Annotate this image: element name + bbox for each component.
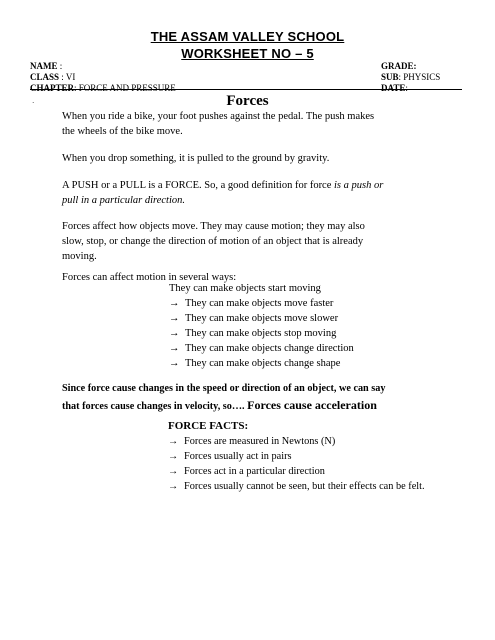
- effect-item: [169, 298, 333, 309]
- para3-line2-italic: pull in a particular direction.: [62, 195, 185, 206]
- fact-text: Forces usually act in pairs: [184, 451, 292, 462]
- effect-text: They can make objects stop moving: [185, 328, 337, 339]
- effect-item: [169, 328, 336, 339]
- subject-field: [381, 72, 440, 82]
- arrow-right-icon: →: [168, 466, 179, 477]
- arrow-right-icon: →: [168, 436, 179, 447]
- class-label: CLASS: [30, 72, 60, 82]
- worksheet-title: WORKSHEET NO – 5: [181, 46, 314, 61]
- subject-label: SUB: [381, 72, 399, 82]
- name-label: NAME: [30, 61, 58, 71]
- para3-line1: [62, 178, 383, 193]
- fact-text: Forces usually cannot be seen, but their effects can be felt.: [184, 481, 425, 492]
- para4-line3: moving.: [62, 251, 97, 262]
- name-field: [30, 61, 62, 71]
- date-label: DATE: [381, 83, 406, 93]
- class-field: [30, 72, 75, 82]
- chapter-field: [30, 83, 176, 93]
- summary-conclusion: Forces cause acceleration: [247, 398, 377, 412]
- school-name: THE ASSAM VALLEY SCHOOL: [150, 29, 345, 44]
- arrow-right-icon: →: [169, 328, 180, 339]
- stray-dot: ·: [32, 99, 35, 107]
- fact-item: [168, 466, 325, 477]
- page-title: Forces: [226, 93, 269, 109]
- fact-item: [168, 481, 425, 492]
- fact-text: Forces are measured in Newtons (N): [184, 436, 336, 447]
- arrow-right-icon: →: [169, 298, 180, 309]
- chapter-value: : FORCE AND PRESSURE: [74, 83, 176, 93]
- date-separator: :: [405, 83, 408, 93]
- class-value: : VI: [59, 72, 76, 82]
- grade-label: GRADE:: [381, 61, 417, 71]
- force-facts-title: FORCE FACTS:: [168, 420, 249, 432]
- fact-item: [168, 451, 292, 462]
- header-divider: [30, 89, 462, 90]
- grade-field: [381, 61, 417, 71]
- effect-item: [169, 343, 354, 354]
- para3-line1-plain: A PUSH or a PULL is a FORCE. So, a good definition for force: [62, 180, 335, 191]
- arrow-right-icon: →: [169, 358, 180, 369]
- effect-text: They can make objects move slower: [185, 313, 339, 324]
- name-separator: :: [57, 61, 63, 71]
- chapter-label: CHAPTER: [30, 83, 75, 93]
- fact-text: Forces act in a particular direction: [184, 466, 325, 477]
- date-field: [381, 83, 408, 93]
- para2: When you drop something, it is pulled to the ground by gravity.: [62, 153, 330, 164]
- summary-line2: [62, 398, 377, 413]
- arrow-right-icon: →: [169, 343, 180, 354]
- para5-intro: Forces can affect motion in several ways:: [62, 272, 237, 283]
- effect-item: [169, 313, 338, 324]
- para3-line1-italic: is a push or: [334, 180, 384, 191]
- fact-item: [168, 436, 335, 447]
- effect-item-start: They can make objects start moving: [169, 283, 321, 294]
- arrow-right-icon: →: [168, 481, 179, 492]
- effect-text: They can make objects change shape: [185, 358, 341, 369]
- subject-value: : PHYSICS: [398, 72, 441, 82]
- para1-line1: When you ride a bike, your foot pushes against the pedal. The push makes: [62, 111, 375, 122]
- effect-text: They can make objects change direction: [185, 343, 354, 354]
- para1-line2: the wheels of the bike move.: [62, 126, 183, 137]
- summary-line2-text: that forces cause changes in velocity, so….: [62, 401, 248, 412]
- arrow-right-icon: →: [169, 313, 180, 324]
- effect-item: [169, 358, 340, 369]
- para4-line1: Forces affect how objects move. They may cause motion; they may also: [62, 221, 365, 232]
- arrow-right-icon: →: [168, 451, 179, 462]
- summary-line1: Since force cause changes in the speed or direction of an object, we can say: [62, 383, 386, 394]
- effect-text: They can make objects move faster: [185, 298, 334, 309]
- para4-line2: slow, stop, or change the direction of motion of an object that is already: [62, 236, 364, 247]
- para3-line2: [62, 193, 185, 208]
